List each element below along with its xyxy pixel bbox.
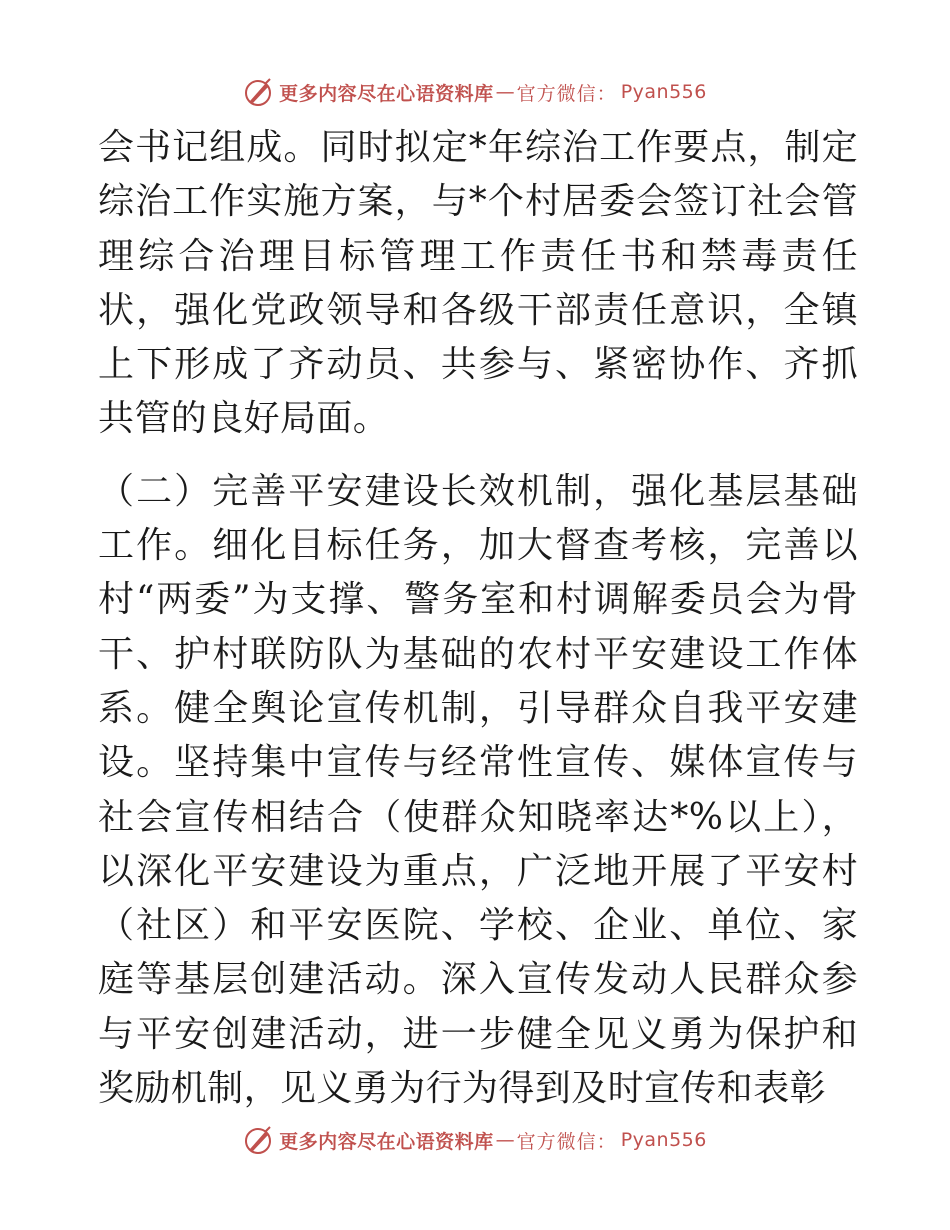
footer-watermark [0,1120,950,1160]
quill-pen-logo-icon [243,1125,273,1155]
body-paragraph-2: （二）完善平安建设长效机制，强化基层基础工作。细化目标任务，加大督查考核，完善以村“两委”为支撑、警务室和村调解委员会为骨干、护村联防队为基础的农村平安建设工作体系。健全舆论宣传机制，引导群众自我平安建设。坚持集中宣传与经常性宣传、媒体宣传与社会宣传相结合（使群众知晓率达*%以上），以深化平安建设为重点，广泛地开展了平安村（社区）和平安医院、学校、企业、单位、家庭等基层创建活动。深入宣传发动人民群众参与平安创建活动，进一步健全见义勇为保护和奖励机制，见义勇为行为得到及时宣传和表彰 [98,470,858,1110]
watermark-official-label: 官方微信： [516,82,617,105]
quill-pen-logo-icon [243,77,273,107]
watermark-dash: — [495,1129,515,1151]
watermark-account-id: Pyan556 [620,81,707,103]
watermark-dash: — [495,81,515,103]
watermark-site-text: 更多内容尽在心语资料库 [279,82,494,105]
header-watermark [0,72,950,112]
watermark-account-id: Pyan556 [620,1129,707,1151]
watermark-site-text: 更多内容尽在心语资料库 [279,1130,494,1153]
watermark-official-label: 官方微信： [516,1130,617,1153]
body-paragraph-1: 会书记组成。同时拟定*年综治工作要点，制定综治工作实施方案，与*个村居委会签订社会管理综合治理目标管理工作责任书和禁毒责任状，强化党政领导和各级干部责任意识，全镇上下形成了齐动员、共参与、紧密协作、齐抓共管的良好局面。 [98,127,858,440]
document-body [98,121,858,1116]
